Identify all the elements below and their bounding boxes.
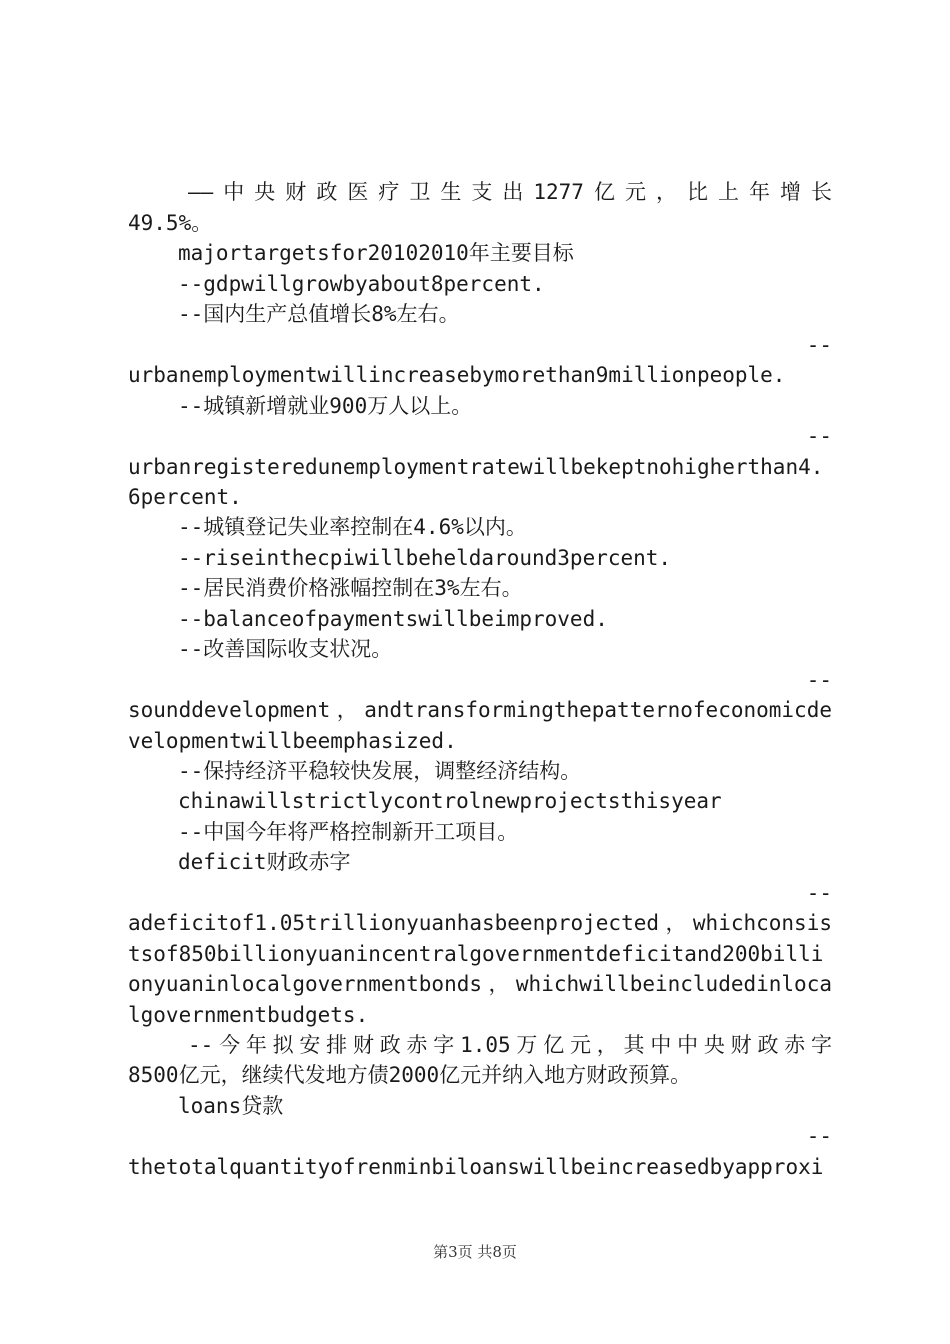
text-line: chinawillstrictlycontrolnewprojectsthisyear [178, 789, 722, 813]
text-line: thetotalquantityofrenminbiloanswillbeincreasedbyapproxi [128, 1155, 824, 1179]
text-line: --gdpwillgrowbyabout8percent. [178, 272, 545, 296]
text-line: deficit财政赤字 [178, 850, 351, 874]
text-line: 49.5%。 [128, 211, 213, 235]
text-line: majortargetsfor20102010年主要目标 [178, 241, 574, 265]
text-line: --城镇新增就业900万人以上。 [178, 394, 473, 418]
text-line: --今年拟安排财政赤字1.05万亿元，其中中央财政赤字 [188, 1033, 832, 1057]
text-line: -- [806, 333, 832, 357]
text-line: ——中央财政医疗卫生支出1277亿元，比上年增长 [188, 180, 832, 204]
text-line: velopmentwillbeemphasized. [128, 729, 457, 753]
text-line: 8500亿元，继续代发地方债2000亿元并纳入地方财政预算。 [128, 1063, 692, 1087]
text-line: lgovernmentbudgets. [128, 1003, 369, 1027]
page-footer: 第3页 共8页 [433, 1243, 517, 1261]
text-line: --改善国际收支状况。 [178, 637, 393, 661]
text-line: -- [806, 424, 832, 448]
text-line: tsof850billionyuanincentralgovernmentdeficitand200billi [128, 942, 824, 966]
text-line: --保持经济平稳较快发展，调整经济结构。 [178, 759, 582, 783]
text-line: --国内生产总值增长8%左右。 [178, 302, 460, 326]
text-line: --中国今年将严格控制新开工项目。 [178, 820, 519, 844]
text-line: 6percent. [128, 485, 242, 509]
text-line: loans贷款 [178, 1094, 284, 1118]
text-line: sounddevelopment，andtransformingthepatternofeconomicde [128, 698, 832, 722]
text-line: --城镇登记失业率控制在4.6%以内。 [178, 515, 527, 539]
text-line: --riseinthecpiwillbeheldaround3percent. [178, 546, 672, 570]
text-line: urbanemploymentwillincreasebymorethan9millionpeople. [128, 363, 786, 387]
text-line: --balanceofpaymentswillbeimproved. [178, 607, 608, 631]
text-line: -- [806, 668, 832, 692]
text-line: -- [806, 881, 832, 905]
text-line: -- [806, 1124, 832, 1148]
text-line: adeficitof1.05trillionyuanhasbeenprojected，whichconsis [128, 911, 832, 935]
text-line: onyuaninlocalgovernmentbonds，whichwillbeincludedinloca [128, 972, 832, 996]
text-line: --居民消费价格涨幅控制在3%左右。 [178, 576, 523, 600]
text-line: urbanregisteredunemploymentratewillbekeptnohigherthan4. [128, 455, 824, 479]
